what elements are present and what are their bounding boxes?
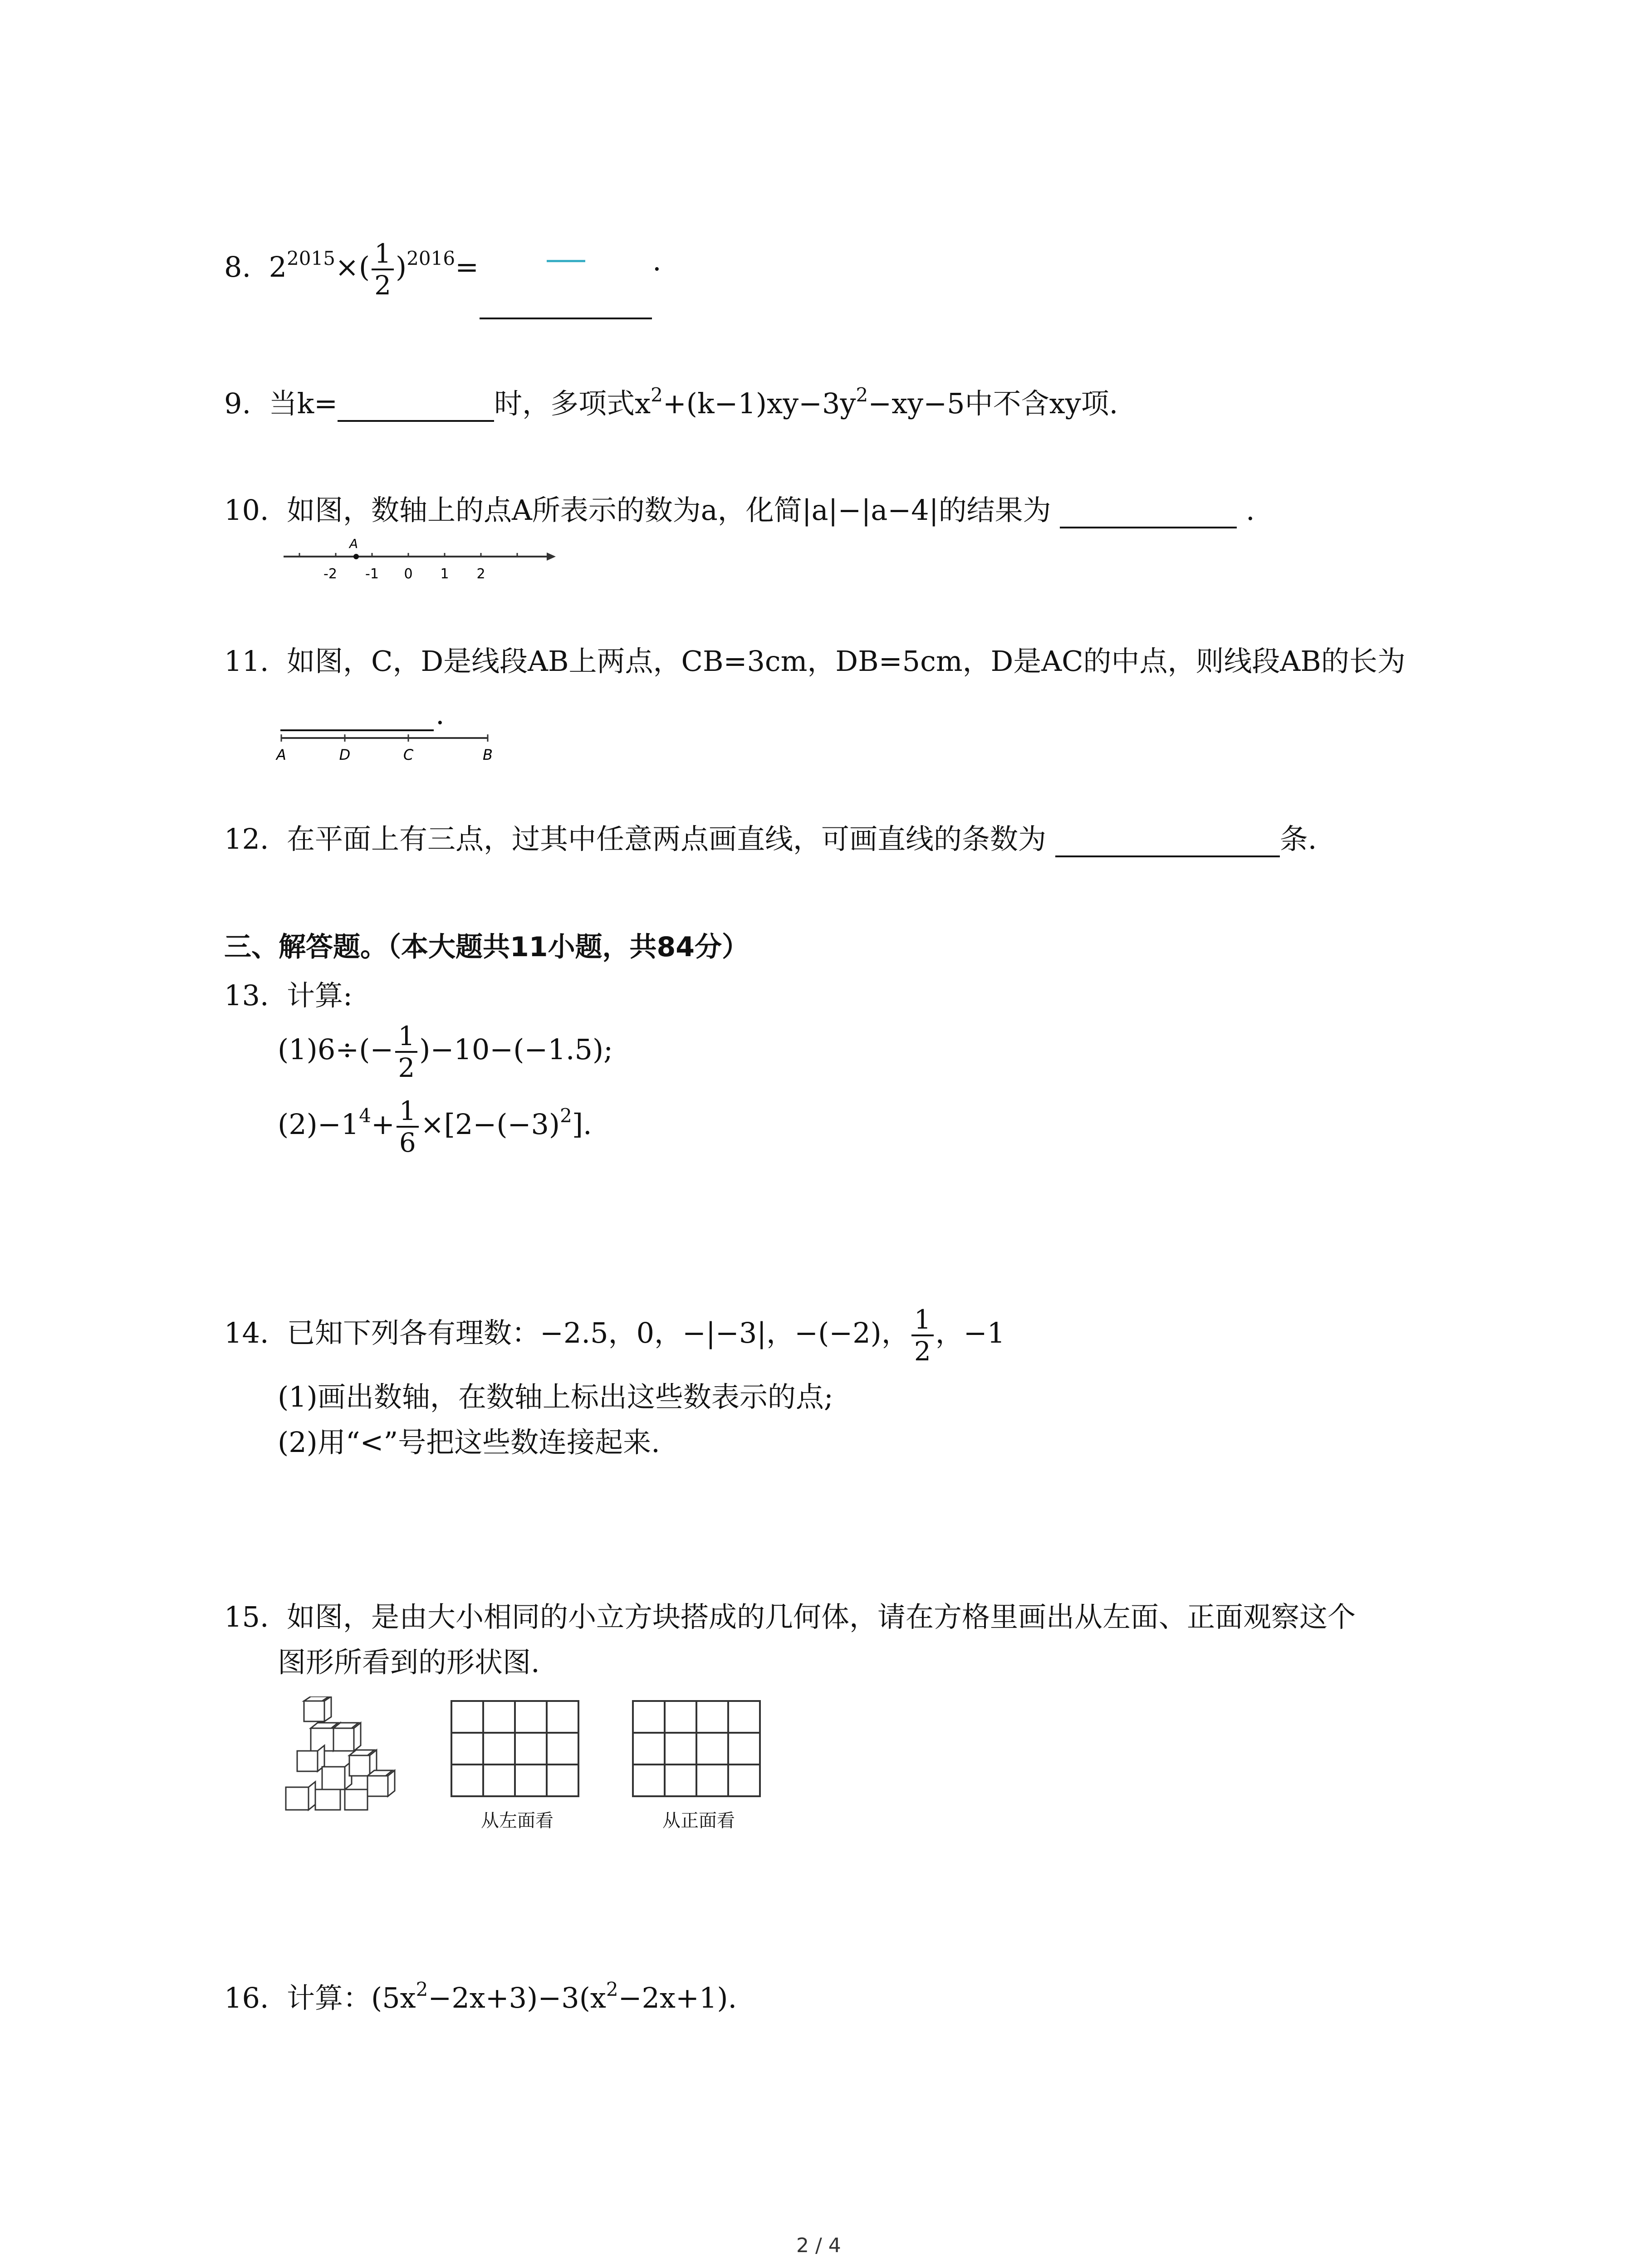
question-16: 16. 计算：$(5x^2-2x+3)-3(x^2-2x+1)$. bbox=[224, 1978, 737, 2014]
fraction: $\frac{1}{6}$ bbox=[397, 1098, 419, 1156]
period: . bbox=[652, 244, 661, 277]
question-8: 8. $2^{2015}\times$( $\frac{1}{2}$ )$^{2016}$= bbox=[224, 238, 479, 301]
point-label: C bbox=[403, 746, 414, 763]
front-view-grid[interactable] bbox=[631, 1699, 767, 1803]
question-15-line-2: 图形所看到的形状图. bbox=[278, 1646, 540, 1679]
fraction: $\frac{1}{2}$ bbox=[911, 1306, 934, 1364]
front-view-label: 从正面看 bbox=[662, 1810, 735, 1831]
answer-blank[interactable] bbox=[1060, 499, 1237, 528]
fraction: $\frac{1}{2}$ bbox=[395, 1023, 417, 1081]
left-view-grid[interactable] bbox=[449, 1699, 585, 1803]
answer-blank[interactable] bbox=[338, 393, 494, 422]
question-10: 10. 如图，数轴上的点A所表示的数为a，化简|a|−|a−4|的结果为 . bbox=[224, 492, 1255, 528]
question-13: 13. 计算: bbox=[224, 979, 353, 1012]
question-14-part-1: (1)画出数轴，在数轴上标出这些数表示的点; bbox=[278, 1380, 833, 1413]
fraction: $\frac{1}{2}$ bbox=[372, 240, 394, 298]
question-14-part-2: (2)用“<”号把这些数连接起来. bbox=[278, 1426, 660, 1459]
section-heading: 三、解答题。（本大题共11小题，共84分） bbox=[224, 931, 749, 963]
tick-label: 0 bbox=[404, 566, 413, 582]
tick-label: -1 bbox=[365, 566, 379, 582]
number-line-figure bbox=[281, 535, 563, 590]
point-label: D bbox=[339, 746, 351, 763]
question-13-part-1: (1)6÷(− $\frac{1}{2}$ )−10−(−1.5); bbox=[278, 1021, 613, 1083]
question-15: 15. 如图，是由大小相同的小立方块搭成的几何体，请在方格里画出从左面、正面观察这个 bbox=[224, 1600, 1356, 1633]
question-9: 9. 当k= 时，多项式$x^2+(k-1)xy-3y^2-xy-5$中不含xy项. bbox=[224, 386, 1118, 422]
point-a-label: A bbox=[349, 536, 358, 551]
tick-label: 2 bbox=[476, 566, 485, 582]
answer-blank[interactable] bbox=[1055, 828, 1280, 857]
answer-blank[interactable] bbox=[280, 729, 434, 731]
segment-figure bbox=[272, 733, 499, 769]
tick-label: -2 bbox=[323, 566, 337, 582]
left-view-label: 从左面看 bbox=[481, 1810, 554, 1831]
tick-label: 1 bbox=[440, 566, 449, 582]
question-number: 8. bbox=[224, 250, 251, 284]
page-number: 2 / 4 bbox=[796, 2234, 841, 2257]
cube-stack-figure bbox=[277, 1696, 422, 1833]
answer-blank[interactable] bbox=[480, 318, 652, 319]
point-label: B bbox=[483, 746, 493, 763]
point-label: A bbox=[276, 746, 286, 763]
question-13-part-2: $(2)-1^4+$ $\frac{1}{6}$ $\times[2-(-3)^2]$. bbox=[278, 1095, 592, 1158]
answer-mark bbox=[547, 260, 585, 262]
question-12: 12. 在平面上有三点，过其中任意两点画直线，可画直线的条数为 条. bbox=[224, 821, 1317, 857]
question-11: 11. 如图，C，D是线段AB上两点，CB=3cm，DB=5cm，D是AC的中点，则线段AB的长为 bbox=[224, 645, 1406, 678]
question-14: 14. 已知下列各有理数：−2.5，0，−|−3|，−(−2)， $\frac{1}{2}$ ，−1 bbox=[224, 1304, 1005, 1367]
